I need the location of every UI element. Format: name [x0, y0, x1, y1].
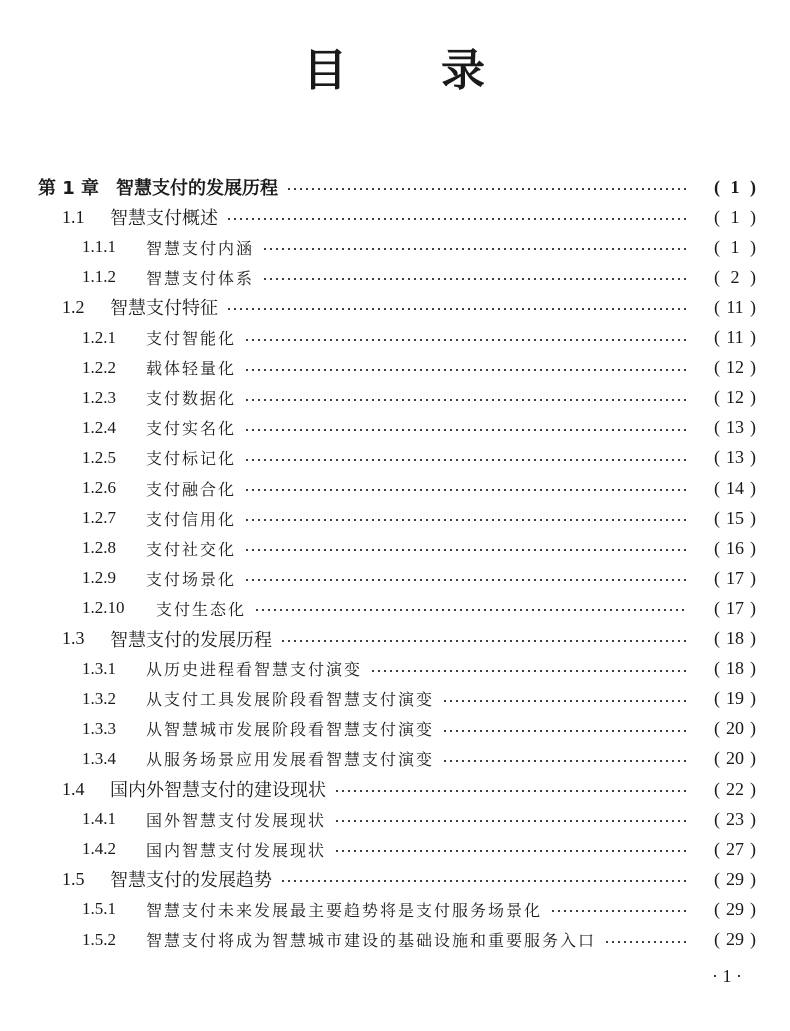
- toc-entry-title: 载体轻量化: [146, 359, 237, 379]
- toc-entry-page-number: 13: [726, 417, 744, 438]
- toc-entry-title: 支付数据化: [146, 389, 237, 409]
- toc-entry[interactable]: [0, 232, 790, 262]
- toc-entry-number: 1.4.1: [82, 809, 116, 829]
- dot-leader: [442, 700, 686, 702]
- toc-entry[interactable]: [0, 834, 790, 864]
- toc-entry[interactable]: [0, 744, 790, 774]
- dot-leader: [604, 941, 686, 943]
- toc-entry-page-number: 20: [726, 718, 744, 739]
- toc-entry[interactable]: [0, 533, 790, 563]
- dot-leader: [370, 670, 686, 672]
- toc-entry[interactable]: [0, 503, 790, 533]
- toc-entry[interactable]: [0, 172, 790, 202]
- toc-entry-title: 从历史进程看智慧支付演变: [146, 660, 363, 680]
- toc-entry-number: 1.3.1: [82, 658, 116, 678]
- toc-entry-number: 1.2.7: [82, 508, 116, 528]
- toc-entry-page: ( 19 ): [714, 688, 756, 709]
- toc-entry-page: ( 20 ): [714, 718, 756, 739]
- toc-entry-page: ( 15 ): [714, 507, 756, 528]
- dot-leader: [226, 308, 686, 310]
- toc-entry-number: 1.2.2: [82, 357, 116, 377]
- toc-entry-title: 智慧支付的发展趋势: [110, 870, 272, 892]
- toc-entry-page: ( 13 ): [714, 447, 756, 468]
- toc-entry-number: 1.1.2: [82, 267, 116, 287]
- toc-entry-page: ( 1 ): [714, 236, 756, 257]
- dot-leader: [334, 790, 686, 792]
- toc-entry-page-number: 11: [726, 296, 744, 317]
- toc-entry-page: ( 17 ): [714, 567, 756, 588]
- toc-entry[interactable]: [0, 714, 790, 744]
- toc-entry-page-number: 11: [726, 327, 744, 347]
- toc-entry-page-number: 19: [726, 688, 744, 709]
- toc-entry-page-number: 27: [726, 838, 744, 859]
- toc-entry-number: 1.2.4: [82, 417, 116, 437]
- toc-entry[interactable]: [0, 654, 790, 684]
- toc-entry-number: 1.2: [62, 296, 85, 317]
- toc-entry-number: 1.5: [62, 868, 85, 889]
- toc-entry-page: ( 29 ): [714, 929, 756, 949]
- toc-entry-title: 智慧支付的发展历程: [116, 178, 278, 199]
- toc-entry-page-number: 1: [730, 206, 740, 227]
- dot-leader: [244, 579, 686, 581]
- toc-entry-number: 1.5.2: [82, 929, 116, 949]
- toc-entry[interactable]: [0, 774, 790, 804]
- toc-entry-title: 国内外智慧支付的建设现状: [110, 780, 326, 801]
- dot-leader: [334, 850, 686, 852]
- dot-leader: [262, 278, 686, 280]
- dot-leader: [244, 519, 686, 521]
- dot-leader: [262, 248, 686, 250]
- dot-leader: [280, 640, 686, 642]
- toc-entry[interactable]: [0, 473, 790, 503]
- toc-entry-number: 1.2.6: [82, 478, 116, 497]
- toc-entry[interactable]: [0, 292, 790, 322]
- toc-entry-title: 支付实名化: [146, 419, 237, 439]
- toc-entry-number: 1.1.1: [82, 237, 116, 257]
- toc-entry-number: 第 1 章: [38, 178, 100, 199]
- toc-entry-page-number: 29: [726, 929, 744, 949]
- dot-leader: [442, 760, 686, 762]
- toc-entry-page-number: 22: [726, 778, 744, 799]
- toc-entry-title: 从支付工具发展阶段看智慧支付演变: [146, 690, 435, 710]
- toc-entry-page-number: 1: [730, 236, 740, 257]
- toc-entry-title: 智慧支付概述: [110, 208, 218, 230]
- toc-entry[interactable]: [0, 383, 790, 413]
- toc-entry-number: 1.3: [62, 628, 85, 648]
- dot-leader: [280, 880, 686, 882]
- dot-leader: [244, 459, 686, 461]
- dot-leader: [244, 369, 686, 371]
- toc-entry-title: 支付生态化: [156, 599, 247, 619]
- dot-leader: [244, 399, 686, 401]
- toc-entry-page: ( 11 ): [714, 296, 756, 317]
- toc-entry[interactable]: [0, 353, 790, 383]
- toc-entry-number: 1.2.1: [82, 327, 116, 347]
- toc-entry[interactable]: [0, 443, 790, 473]
- toc-entry-title: 智慧支付体系: [146, 268, 255, 288]
- toc-entry-page: ( 13 ): [714, 417, 756, 438]
- toc-entry[interactable]: [0, 804, 790, 834]
- toc-entry-title: 支付信用化: [146, 509, 237, 529]
- toc-entry-page-number: 15: [726, 507, 744, 528]
- toc-entry-number: 1.2.5: [82, 447, 116, 467]
- toc-entry-number: 1.2.3: [82, 387, 116, 407]
- toc-entry-page-number: 12: [726, 357, 744, 378]
- dot-leader: [550, 910, 686, 912]
- toc-entry-number: 1.5.1: [82, 899, 116, 919]
- toc-entry-page: ( 29 ): [714, 898, 756, 919]
- toc-entry-number: 1.2.9: [82, 568, 116, 588]
- toc-entry-number: 1.1: [62, 206, 85, 227]
- toc-entry-page-number: 14: [726, 477, 744, 498]
- page-number: · 1 ·: [712, 966, 742, 986]
- toc-entry-page: ( 1 ): [714, 206, 756, 227]
- toc-entry-page: ( 27 ): [714, 838, 756, 859]
- toc-entry-title: 支付标记化: [146, 449, 237, 469]
- toc-entry-page-number: 13: [726, 447, 744, 468]
- toc-entry-title: 支付智能化: [146, 329, 237, 348]
- toc-entry[interactable]: [0, 323, 790, 353]
- toc-entry-page: ( 18 ): [714, 658, 756, 679]
- toc-entry-title: 支付融合化: [146, 479, 237, 499]
- toc-entry[interactable]: [0, 413, 790, 443]
- dot-leader: [286, 188, 686, 190]
- toc-entry-title: 从服务场景应用发展看智慧支付演变: [146, 750, 435, 770]
- toc-entry-title: 国内智慧支付发展现状: [146, 840, 327, 860]
- page-title: [0, 34, 790, 98]
- dot-leader: [244, 339, 686, 341]
- toc-entry-page: ( 18 ): [714, 628, 756, 648]
- toc-entry-number: 1.4: [62, 778, 85, 799]
- toc-entry-title: 国外智慧支付发展现状: [146, 810, 327, 830]
- toc-entry[interactable]: [0, 593, 790, 623]
- toc-entry-page: ( 20 ): [714, 748, 756, 769]
- toc-entry-number: 1.4.2: [82, 839, 116, 859]
- toc-entry[interactable]: [0, 624, 790, 654]
- title-char-2: 录: [441, 45, 487, 96]
- toc-entry[interactable]: [0, 864, 790, 894]
- toc-entry-title: 智慧支付内涵: [146, 238, 255, 258]
- toc-entry-title: 智慧支付未来发展最主要趋势将是支付服务场景化: [146, 900, 543, 920]
- toc-entry-title: 智慧支付的发展历程: [110, 629, 272, 651]
- dot-leader: [334, 820, 686, 822]
- dot-leader: [254, 609, 686, 611]
- dot-leader: [244, 489, 686, 491]
- toc-entry[interactable]: [0, 563, 790, 593]
- toc-entry-number: 1.2.10: [82, 598, 125, 618]
- dot-leader: [226, 218, 686, 220]
- dot-leader: [244, 429, 686, 431]
- toc-entry-number: 1.3.3: [82, 718, 116, 738]
- toc-entry-title: 支付社交化: [146, 539, 237, 559]
- toc-entry-page-number: 12: [726, 387, 744, 408]
- toc-entry[interactable]: [0, 925, 790, 955]
- toc-entry-page-number: 29: [726, 868, 744, 889]
- toc-entry-title: 从智慧城市发展阶段看智慧支付演变: [146, 720, 435, 740]
- toc-entry-page-number: 18: [726, 658, 744, 679]
- toc-entry-number: 1.2.8: [82, 538, 116, 558]
- toc-entry-page-number: 18: [726, 628, 744, 648]
- toc-entry-title: 支付场景化: [146, 569, 237, 589]
- toc-entry-page: ( 16 ): [714, 537, 756, 558]
- toc-entry-page: ( 29 ): [714, 868, 756, 889]
- toc-entry[interactable]: [0, 684, 790, 714]
- toc-entry-page-number: 29: [726, 898, 744, 919]
- toc-entry[interactable]: [0, 262, 790, 292]
- toc-entry-page: ( 12 ): [714, 387, 756, 408]
- toc-entry[interactable]: [0, 202, 790, 232]
- toc-entry-title: 智慧支付将成为智慧城市建设的基础设施和重要服务入口: [146, 931, 597, 950]
- toc-entry-page-number: 2: [730, 266, 740, 287]
- toc-entry-page: ( 23 ): [714, 808, 756, 829]
- toc-entry-page-number: 23: [726, 808, 744, 829]
- toc-entry-page: ( 2 ): [714, 266, 756, 287]
- dot-leader: [244, 549, 686, 551]
- toc-entry-title: 智慧支付特征: [110, 298, 218, 320]
- toc-entry-page: ( 22 ): [714, 778, 756, 799]
- toc-entry-number: 1.3.4: [82, 748, 116, 768]
- dot-leader: [442, 730, 686, 732]
- title-char-1: 目: [303, 45, 349, 96]
- toc-entry[interactable]: [0, 894, 790, 924]
- toc-entry-page: ( 17 ): [714, 597, 756, 618]
- toc-entry-page-number: 1: [730, 176, 740, 197]
- toc-entry-number: 1.3.2: [82, 688, 116, 708]
- toc-entry-page: ( 11 ): [714, 327, 756, 347]
- toc-entry-page: ( 12 ): [714, 357, 756, 378]
- toc-entry-page-number: 17: [726, 567, 744, 588]
- toc-entry-page-number: 16: [726, 537, 744, 558]
- toc-entry-page-number: 17: [726, 597, 744, 618]
- toc-entry-page: ( 14 ): [714, 477, 756, 498]
- toc-entry-page-number: 20: [726, 748, 744, 769]
- toc-entry-page: ( 1 ): [714, 176, 756, 197]
